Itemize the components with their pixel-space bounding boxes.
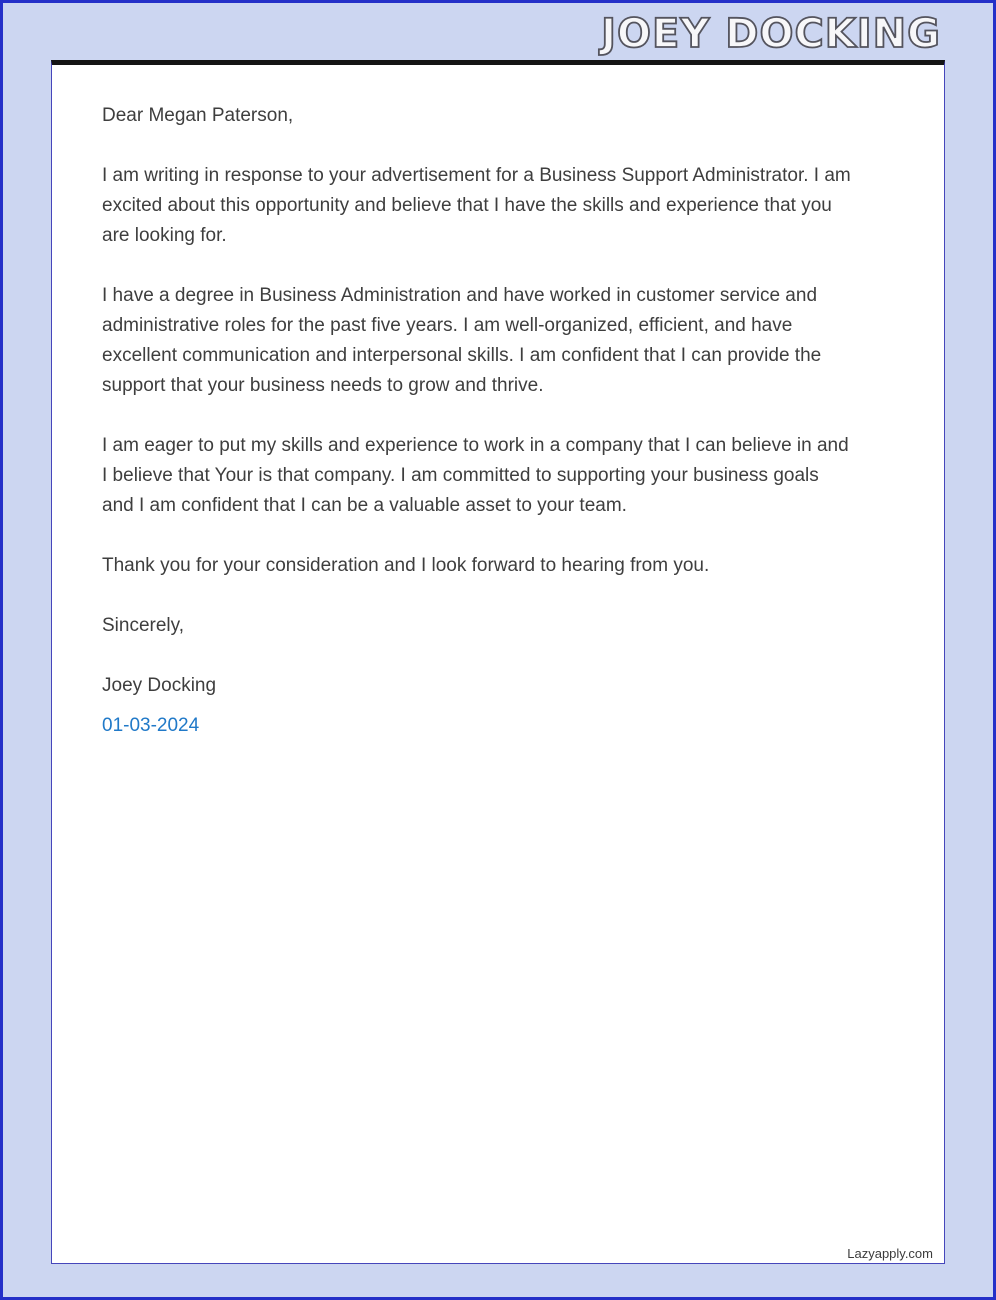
paragraph-commitment: I am eager to put my skills and experience to work in a company that I can believe in and I believe that Your is that company. I am committed to supporting your business goals and I am confident that I can be a valuable asset to your team.	[102, 435, 849, 516]
date-line	[102, 711, 852, 741]
signature-name: Joey Docking	[102, 675, 217, 696]
letter-body	[52, 65, 944, 741]
salutation: Dear Megan Paterson,	[102, 105, 294, 126]
date-link[interactable]: 01-03-2024	[102, 715, 200, 736]
paragraph-experience: I have a degree in Business Administration and have worked in customer service and administrative roles for the past five years. I am well-organized, efficient, and have excellent communication and interpersonal skills. I am confident that I can provide the support that your business needs to grow and thrive.	[102, 285, 822, 396]
paragraph-intro: I am writing in response to your advertisement for a Business Support Administrator. I am excited about this opportunity and believe that I have the skills and experience that you are looking for.	[102, 165, 851, 246]
applicant-name-heading: JOEY DOCKING	[601, 11, 941, 57]
paragraph-thanks: Thank you for your consideration and I look forward to hearing from you.	[102, 555, 710, 576]
watermark: Lazyapply.com	[847, 1246, 933, 1261]
letter-page	[51, 60, 945, 1264]
closing: Sincerely,	[102, 615, 185, 636]
